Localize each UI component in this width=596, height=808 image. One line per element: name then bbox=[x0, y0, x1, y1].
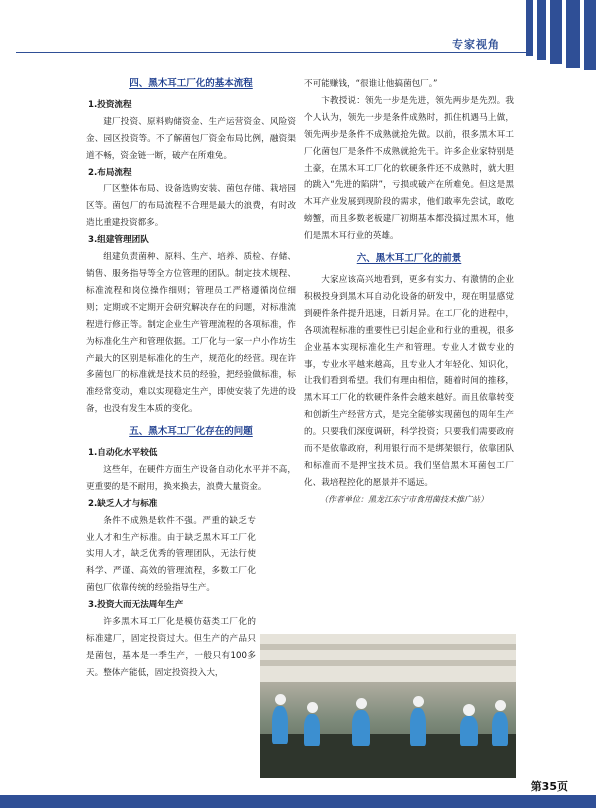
page-number: 第35页 bbox=[530, 780, 568, 793]
left-column bbox=[86, 76, 296, 682]
subheading-talent: 2.缺乏人才与标准 bbox=[88, 498, 158, 509]
right-column bbox=[304, 76, 514, 509]
factory-workers-photo bbox=[260, 634, 516, 778]
paragraph-automation: 这些年，在硬件方面生产设备自动化水平并不高，更重要的是不耐用，换来换去，浪费大量资金。 bbox=[86, 464, 296, 492]
decorative-stripes bbox=[526, 0, 596, 70]
subheading-year-round: 3.投资大而无法周年生产 bbox=[88, 600, 184, 611]
paragraph-talent: 条件不成熟是软件不强。严重的缺乏专业人才和生产标准。由于缺乏黑木耳工厂化实用人才，缺乏优秀的管理团队，无法行使科学、严谨、高效的管理流程，多数工厂化菌包厂依靠传统的经验指导生产。 bbox=[86, 515, 256, 594]
paragraph-team: 组建负责菌种、原料、生产、培养、质检、存储、销售、服务指导等全方位管理的团队。制定技术规程、标准流程和岗位操作细则；管理员工严格遵循岗位细则；定期或不定期开会研究解决存在的问题，对标准流程进行修正等。制定企业生产管理流程的各项标准，作为标准化生产和管理依据。工厂化与一家一户小作坊生产最大的区别是标准化的生产，规范化的经营。现在许多菌包厂的标准就是技术员的经验，把经验做标准，标准经常变动，难以实现稳定生产，即使安装了先进的设备，也没有发生本质的变化。 bbox=[86, 252, 296, 415]
author-affiliation: （作者单位：黑龙江东宁市食用菌技术推广站） bbox=[320, 494, 488, 504]
section-title-6: 六、黑木耳工厂化的前景 bbox=[356, 253, 462, 265]
section-title-5: 五、黑木耳工厂化存在的问题 bbox=[129, 426, 253, 438]
subheading-layout: 2.布局流程 bbox=[88, 167, 132, 178]
paragraph-continued: 不可能赚钱，“很谁让他搞菌包厂。” bbox=[304, 79, 438, 89]
header-rule bbox=[16, 52, 526, 53]
subheading-team: 3.组建管理团队 bbox=[88, 235, 149, 246]
paragraph-layout: 厂区整体布局、设备选购安装、菌包存储、栽培园区等。菌包厂的布局流程不合理是最大的浪费，有时改造比重建投资都多。 bbox=[86, 184, 296, 229]
paragraph-year-round: 许多黑木耳工厂化是模仿菇类工厂化的标准建厂，固定投资过大。但生产的产品只是菌包，基本是一季生产，一般只有100多天。整体产能低，固定投资投入大， bbox=[86, 617, 256, 678]
subheading-automation: 1.自动化水平较低 bbox=[88, 448, 158, 459]
subheading-investment: 1.投资流程 bbox=[88, 99, 132, 110]
footer-bar bbox=[0, 795, 596, 808]
paragraph-prospects: 大家应该高兴地看到，更多有实力、有激情的企业积极投身到黑木耳自动化设备的研发中，现在明显感觉到硬件条件提升迅速，日新月异。在工厂化的进程中，各项流程标准的重要性已引起企业和行业的重视，很多企业基本实现标准化生产和管理。专业人才做专业的事，专业水平越来越高，且专业人才年轻化、知识化，让我们看到希望。我们有理由相信，随着时间的推移，黑木耳工厂化的软硬件条件会越来越好。而且依靠转变和创新生产经营方式，是完全能够实现菌包的周年生产的。只要我们深度调研，科学投资；只要我们需要政府而不是依靠政府，利用银行而不是绑架银行，依靠团队和标准而不是押宝技术员。我们坚信黑木耳菌包工厂化、栽培程控化的愿景并不遥远。 bbox=[304, 274, 514, 488]
section-title-4: 四、黑木耳工厂化的基本流程 bbox=[129, 78, 253, 89]
section-label: 专家视角 bbox=[452, 38, 500, 51]
paragraph-professor: 卞教授说：领先一步是先进，领先两步是先烈。我个人认为，领先一步是条件成熟时，抓住机遇马上做，领先两步是条件不成熟就抢先做。以前，很多黑木耳工厂化菌包厂是条件不成熟就抢先干。许多企业家特别是土豪，在黑木耳工厂化的软硬条件还不成熟时，就大胆的跳入“先进的陷阱”，亏损或破产在所难免。但这是黑木耳产业发展到现阶段的需求，他们敢率先尝试，敢吃螃蟹，而且多数老板建厂初期基本都没搞过黑木耳，他们是黑木耳行业的英雄。 bbox=[304, 95, 514, 242]
paragraph-investment: 建厂投资、原料购储资金、生产运营资金、风险资金、园区投资等。不了解菌包厂资金布局比例，融资渠道不畅，资金链一断，破产在所难免。 bbox=[86, 116, 296, 161]
